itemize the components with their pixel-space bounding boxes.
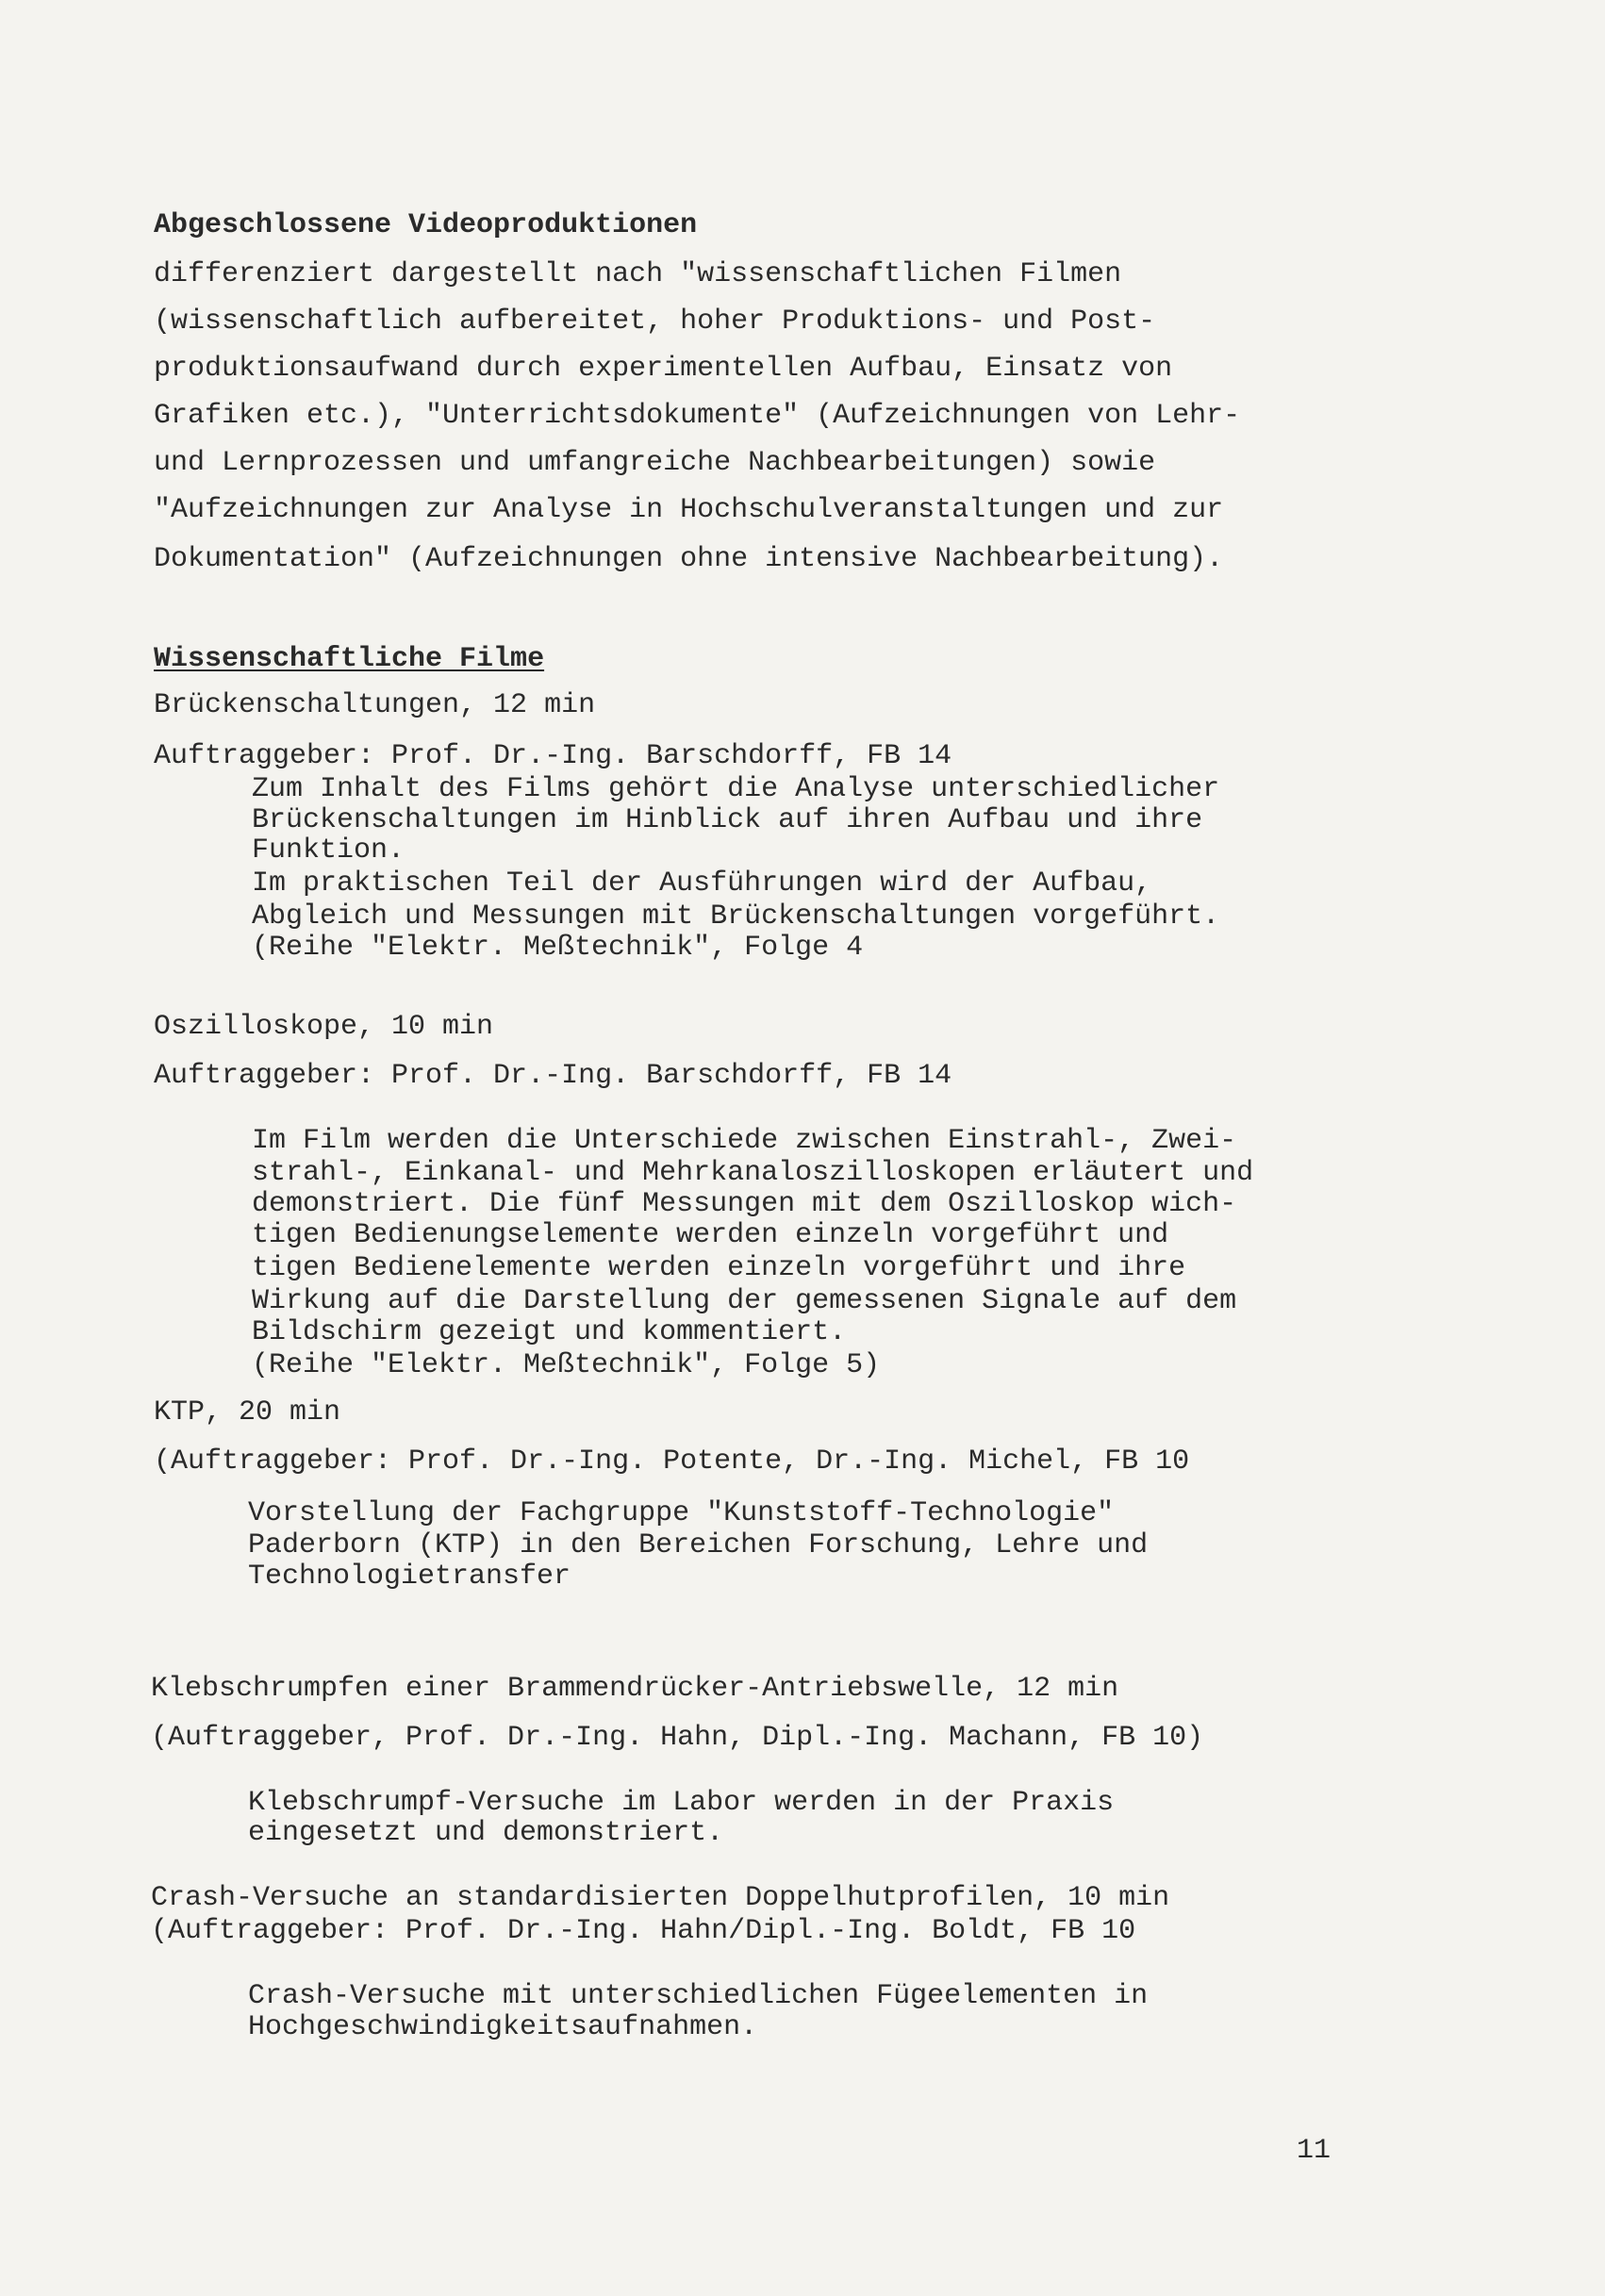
film-description-line: demonstriert. Die fünf Messungen mit dem Oszilloskop wich-	[252, 1188, 1237, 1220]
film-description-line: Bildschirm gezeigt und kommentiert.	[252, 1316, 847, 1348]
main-heading: Abgeschlossene Videoproduktionen	[154, 209, 698, 241]
film-description-line: Hochgeschwindigkeitsaufnahmen.	[248, 2011, 758, 2043]
film-description-line: Klebschrumpf-Versuche im Labor werden in der Praxis	[248, 1787, 1115, 1819]
film-description-line: Wirkung auf die Darstellung der gemessenen Signale auf dem	[252, 1285, 1237, 1317]
film-description-line: Im praktischen Teil der Ausführungen wird der Aufbau,	[252, 867, 1152, 900]
page-number: 11	[1297, 2135, 1332, 2167]
film-title: Brückenschaltungen, 12 min	[154, 689, 596, 721]
film-description-line: Brückenschaltungen im Hinblick auf ihren Aufbau und ihre	[252, 804, 1203, 836]
film-description-line: tigen Bedienungselemente werden einzeln vorgeführt und	[252, 1219, 1169, 1251]
intro-line: Dokumentation" (Aufzeichnungen ohne intensive Nachbearbeitung).	[154, 543, 1224, 575]
film-title: Klebschrumpfen einer Brammendrücker-Antriebswelle, 12 min	[151, 1673, 1119, 1705]
film-description-line: strahl-, Einkanal- und Mehrkanaloszilloskopen erläutert und	[252, 1157, 1254, 1189]
film-description-line: Abgleich und Messungen mit Brückenschaltungen vorgeführt.	[252, 900, 1220, 933]
intro-line: produktionsaufwand durch experimentellen Aufbau, Einsatz von	[154, 353, 1173, 385]
intro-line: (wissenschaftlich aufbereitet, hoher Produktions- und Post-	[154, 306, 1156, 338]
film-client: Auftraggeber: Prof. Dr.-Ing. Barschdorff, FB 14	[154, 1060, 952, 1092]
film-client: Auftraggeber: Prof. Dr.-Ing. Barschdorff, FB 14	[154, 740, 952, 772]
film-description-line: Crash-Versuche mit unterschiedlichen Fügeelementen in	[248, 1980, 1149, 2012]
film-client: (Auftraggeber: Prof. Dr.-Ing. Hahn/Dipl.-Ing. Boldt, FB 10	[151, 1915, 1136, 1947]
intro-line: Grafiken etc.), "Unterrichtsdokumente" (Aufzeichnungen von Lehr-	[154, 400, 1241, 432]
film-client: (Auftraggeber, Prof. Dr.-Ing. Hahn, Dipl.-Ing. Machann, FB 10)	[151, 1722, 1204, 1754]
film-description-line: Vorstellung der Fachgruppe "Kunststoff-Technologie"	[248, 1497, 1115, 1529]
film-title: Oszilloskope, 10 min	[154, 1011, 494, 1043]
film-description-line: Im Film werden die Unterschiede zwischen Einstrahl-, Zwei-	[252, 1125, 1237, 1157]
intro-line: und Lernprozessen und umfangreiche Nachbearbeitungen) sowie	[154, 447, 1156, 479]
film-description-line: tigen Bedienelemente werden einzeln vorgeführt und ihre	[252, 1252, 1186, 1284]
film-description-line: (Reihe "Elektr. Meßtechnik", Folge 4	[252, 932, 864, 964]
film-title: Crash-Versuche an standardisierten Doppelhutprofilen, 10 min	[151, 1882, 1170, 1914]
film-title: KTP, 20 min	[154, 1396, 341, 1429]
film-description-line: Technologietransfer	[248, 1561, 571, 1593]
film-client: (Auftraggeber: Prof. Dr.-Ing. Potente, Dr.-Ing. Michel, FB 10	[154, 1445, 1190, 1478]
film-description-line: Funktion.	[252, 834, 405, 867]
film-description-line: eingesetzt und demonstriert.	[248, 1817, 724, 1849]
intro-line: differenziert dargestellt nach "wissenschaftlichen Filmen	[154, 258, 1122, 290]
intro-line: "Aufzeichnungen zur Analyse in Hochschulveranstaltungen und zur	[154, 494, 1224, 526]
film-description-line: Zum Inhalt des Films gehört die Analyse unterschiedlicher	[252, 773, 1220, 805]
film-description-line: Paderborn (KTP) in den Bereichen Forschung, Lehre und	[248, 1529, 1149, 1561]
film-description-line: (Reihe "Elektr. Meßtechnik", Folge 5)	[252, 1349, 881, 1381]
sub-heading: Wissenschaftliche Filme	[154, 643, 545, 675]
